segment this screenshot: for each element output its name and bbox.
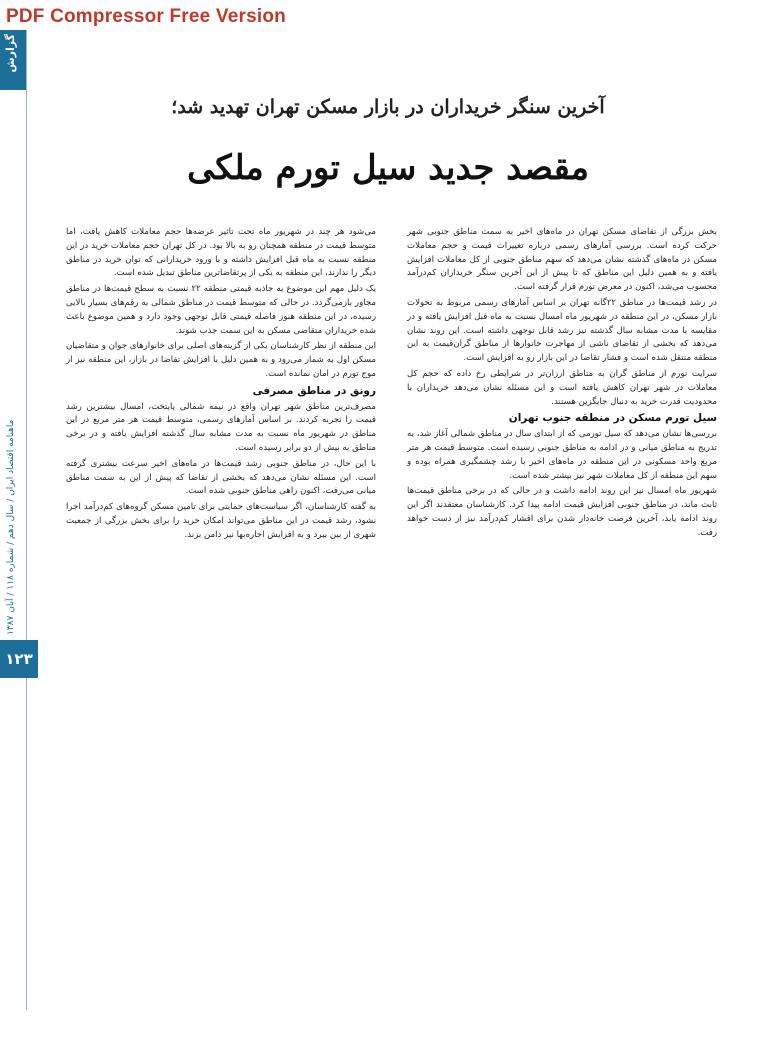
article-column-right (407, 226, 717, 543)
page-number: ۱۲۳ (0, 640, 38, 678)
paragraph: با این حال، در مناطق جنوبی رشد قیمت‌ها در ماه‌های اخیر سرعت بیشتری گرفته است. این مسئله نشان می‌دهد که بخشی از تقاضا که پیش از این به سمت مناطق میانی می‌رفت، اکنون راهی مناطق جنوبی شده است. (66, 458, 376, 497)
paragraph: بخش بزرگی از تقاضای مسکن تهران در ماه‌های اخیر به سمت مناطق جنوبی شهر حرکت کرده است. بررسی آمارهای رسمی درباره تغییرات قیمت و حجم معاملات مسکن در ماه‌های گذشته نشان می‌دهد که سهم مناطق جنوبی از کل معاملات افزایش یافته و به همین دلیل این مناطق که تا پیش از این آخرین سنگر خریداران کم‌درآمد محسوب می‌شد، اکنون در معرض تورم قرار گرفته است. (407, 227, 717, 293)
paragraph: بررسی‌ها نشان می‌دهد که سیل تورمی که از ابتدای سال در مناطق شمالی آغاز شد، به تدریج به مناطق میانی و در ادامه به مناطق جنوبی رسیده است. متوسط قیمت هر متر مربع واحد مسکونی در این منطقه در ماه‌های اخیر با رشد چشمگیری همراه بوده و سهم این منطقه از کل معاملات شهر نیز بیشتر شده است. (407, 429, 717, 481)
paragraph: به گفته کارشناسان، اگر سیاست‌های حمایتی برای تامین مسکن گروه‌های کم‌درآمد اجرا نشود، رشد قیمت در این مناطق می‌تواند امکان خرید را برای بخش بزرگی از جمعیت شهری از بین ببرد و به افزایش اجاره‌بها نیز دامن بزند. (66, 502, 376, 540)
watermark-text: PDF Compressor Free Version (6, 6, 286, 27)
paragraph: مصرف‌ترین مناطق شهر تهران واقع در نیمه شمالی پایتخت، امسال بیشترین رشد قیمت را تجربه کردند. بر اساس آمارهای رسمی، متوسط قیمت هر متر مربع در این مناطق در شهریور ماه نسبت به مدت مشابه سال گذشته افزایش یافته و در برخی مناطق به بیش از دو برابر رسیده است. (66, 401, 376, 453)
paragraph: سرایت تورم از مناطق گران به مناطق ارزان‌تر در شرایطی رخ داده که حجم کل معاملات در شهر تهران کاهش یافته است و این مسئله نشان می‌دهد خریداران با محدودیت قدرت خرید به دنبال جایگزین هستند. (407, 368, 717, 407)
paragraph: شهریور ماه امسال نیز این روند ادامه داشت و در حالی که در برخی مناطق قیمت‌ها ثابت ماند، در مناطق جنوبی افزایش قیمت ادامه پیدا کرد. کارشناسان معتقدند اگر این روند ادامه یابد، آخرین فرصت خانه‌دار شدن برای اقشار کم‌درآمد نیز از دست خواهد رفت. (407, 486, 717, 538)
section-label: گزارش (4, 34, 17, 73)
section-subhead: سیل تورم مسکن در منطقه جنوب تهران (508, 412, 717, 425)
sidebar-rule (26, 30, 27, 1010)
section-tab (0, 30, 26, 90)
article-kicker: آخرین سنگر خریداران در بازار مسکن تهران تهدید شد؛ (171, 96, 605, 118)
paragraph: این منطقه از نظر کارشناسان یکی از گزینه‌های اصلی برای خانوارهای جوان و متقاضیان مسکن اول به شمار می‌رود و به همین دلیل با افزایش تقاضا در بازار، این منطقه نیز از موج تورم در امان نمانده است. (66, 341, 376, 379)
paragraph: در رشد قیمت‌ها در مناطق ۲۲گانه تهران بر اساس آمارهای رسمی مربوط به تحولات بازار مسکن، در این منطقه در شهریور ماه امسال نسبت به ماه قبل افزایش یافته و در مقایسه با مدت مشابه سال گذشته نیز رشد قابل توجهی داشته است. این روند نشان می‌دهد که بخشی از تقاضای ناشی از مهاجرت خانوارها از مناطق گران‌قیمت به این منطقه منتقل شده است و فشار تقاضا در این بازار رو به افزایش است. (407, 297, 717, 364)
issue-info: ماهنامه اقتصاد ایران / سال دهم / شماره ۱۱۸ / آبان ۱۳۸۷ (6, 419, 16, 635)
article-headline: مقصد جدید سیل تورم ملکی (187, 148, 589, 188)
paragraph: می‌شود هر چند در شهریور ماه تحت تاثیر عرضه‌ها حجم معاملات کاهش یافت، اما متوسط قیمت در منطقه همچنان رو به بالا بود. در کل تهران حجم معاملات خرید در این منطقه نسبت به ماه قبل افزایش داشته و با ورود خریدارانی که توان خرید در مناطق دیگر را ندارند، این منطقه به یکی از پرتقاضاترین مناطق تبدیل شده است. (66, 227, 376, 279)
section-subhead: رونق در مناطق مصرفی (252, 384, 376, 397)
paragraph: یک دلیل مهم این موضوع به جاذبه قیمتی منطقه ۲۲ نسبت به سطح قیمت‌ها در مناطق مجاور بازمی‌گردد. در حالی که متوسط قیمت در مناطق شمالی به رقم‌های بسیار بالایی رسیده، در این منطقه هنوز فاصله قیمتی قابل توجهی وجود دارد و همین موضوع باعث شده خریداران متقاضی مسکن به این سمت جذب شوند. (66, 284, 376, 336)
article-column-left (66, 226, 376, 545)
